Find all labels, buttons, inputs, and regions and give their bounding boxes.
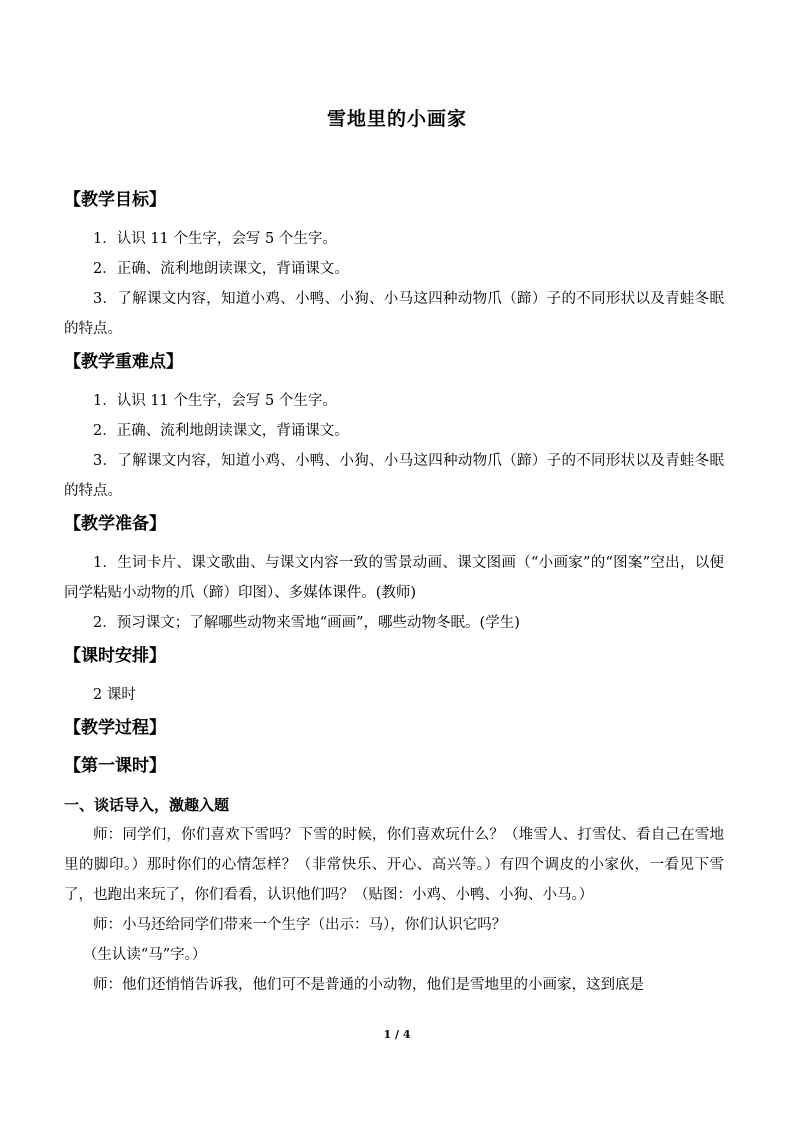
section-heading: 【课时安排】 <box>64 646 166 666</box>
paragraph: （生认读“马”字。） <box>82 947 207 963</box>
section-key-points <box>64 348 724 506</box>
section-heading: 【教学准备】 <box>64 514 166 534</box>
paragraph: 2．正确、流利地朗读课文，背诵课文。 <box>93 423 349 439</box>
subsection-intro <box>64 790 724 1000</box>
subsection-heading: 一、谈话导入，激趣入题 <box>64 796 230 814</box>
paragraph: 2．正确、流利地朗读课文，背诵课文。 <box>93 261 349 277</box>
document-body <box>64 186 724 1004</box>
paragraph: 3．了解课文内容，知道小鸡、小鸭、小狗、小马这四种动物爪（蹄）子的不同形状以及青蛙冬眠的特点。 <box>64 453 724 499</box>
section-schedule <box>64 642 724 710</box>
paragraph: 2 课时 <box>93 687 136 703</box>
paragraph: 2．预习课文；了解哪些动物来雪地“画画”，哪些动物冬眠。(学生) <box>93 615 520 631</box>
paragraph: 师：同学们，你们喜欢下雪吗？下雪的时候，你们喜欢玩什么？（堆雪人、打雪仗、看自己在雪地里的脚印。）那时你们的心情怎样？（非常快乐、开心、高兴等。）有四个调皮的小家伙，一看见下雪了，也跑出来玩了，你们看看，认识他们吗？（贴图：小鸡、小鸭、小狗、小马。） <box>64 827 724 903</box>
paragraph: 1．生词卡片、课文歌曲、与课文内容一致的雪景动画、课文图画（“小画家”的“图案”空出，以便同学粘贴小动物的爪（蹄）印图）、多媒体课件。(教师) <box>64 555 724 601</box>
section-heading: 【第一课时】 <box>64 756 166 776</box>
section-heading: 【教学重难点】 <box>64 352 183 372</box>
section-first-lesson <box>64 752 724 780</box>
paragraph: 3．了解课文内容，知道小鸡、小鸭、小狗、小马这四种动物爪（蹄）子的不同形状以及青蛙冬眠的特点。 <box>64 291 724 337</box>
section-process <box>64 714 724 742</box>
paragraph: 师：小马还给同学们带来一个生字（出示：马），你们认识它吗？ <box>93 917 507 933</box>
document-title: 雪地里的小画家 <box>326 108 467 130</box>
section-heading: 【教学目标】 <box>64 190 166 210</box>
page-number: 1 / 4 <box>383 1028 411 1041</box>
paragraph: 1．认识 11 个生字，会写 5 个生字。 <box>93 231 337 247</box>
section-preparation <box>64 510 724 638</box>
section-heading: 【教学过程】 <box>64 718 166 738</box>
paragraph: 师：他们还悄悄告诉我，他们可不是普通的小动物，他们是雪地里的小画家，这到底是 <box>93 977 644 993</box>
section-teaching-goals <box>64 186 724 344</box>
paragraph: 1．认识 11 个生字，会写 5 个生字。 <box>93 393 337 409</box>
